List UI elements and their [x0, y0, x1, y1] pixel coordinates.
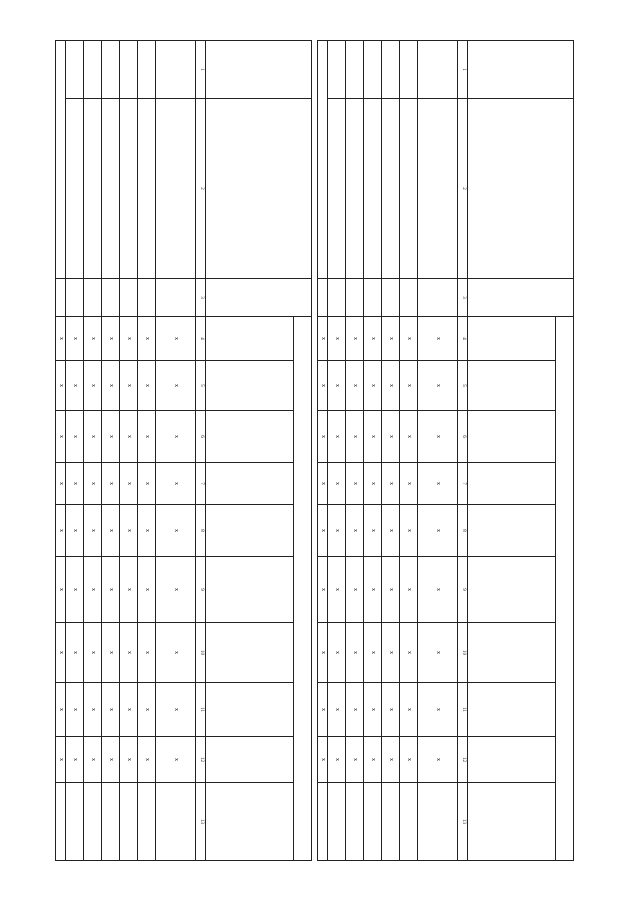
not-applicable-mark: x: [328, 623, 346, 683]
not-applicable-mark: x: [346, 683, 364, 737]
not-applicable-mark: x: [102, 317, 120, 361]
not-applicable-mark: x: [102, 411, 120, 463]
not-applicable-mark: x: [328, 411, 346, 463]
s2-colnum: 2: [196, 99, 206, 279]
s2-colnum: 3: [196, 279, 206, 317]
s1-colnum: 10: [458, 623, 468, 683]
row-direction-cell: [156, 99, 196, 279]
not-applicable-mark: x: [102, 505, 120, 557]
not-applicable-mark: x: [400, 623, 418, 683]
not-applicable-mark: x: [120, 411, 138, 463]
value-cell: [102, 783, 120, 861]
s1-colnum: 13: [458, 783, 468, 861]
not-applicable-mark: x: [56, 623, 66, 683]
not-applicable-mark: x: [138, 411, 156, 463]
not-applicable-mark: x: [346, 557, 364, 623]
not-applicable-mark: x: [400, 411, 418, 463]
row-code-cell: [84, 279, 102, 317]
row-direction-cell: [328, 99, 346, 279]
not-applicable-mark: x: [84, 361, 102, 411]
not-applicable-mark: x: [318, 505, 328, 557]
not-applicable-mark: x: [56, 505, 66, 557]
not-applicable-mark: x: [138, 683, 156, 737]
row-code-cell: [346, 279, 364, 317]
not-applicable-mark: x: [84, 557, 102, 623]
row-direction-cell: [138, 99, 156, 279]
row-name-cell: [84, 41, 102, 99]
row-code-cell: [382, 279, 400, 317]
row-name-cell: [138, 41, 156, 99]
not-applicable-mark: x: [382, 411, 400, 463]
not-applicable-mark: x: [346, 505, 364, 557]
not-applicable-mark: x: [56, 463, 66, 505]
not-applicable-mark: x: [364, 463, 382, 505]
not-applicable-mark: x: [156, 505, 196, 557]
s2-colnum: 4: [196, 317, 206, 361]
s1-header-col1: [468, 41, 574, 99]
value-cell: [328, 783, 346, 861]
not-applicable-mark: x: [418, 411, 458, 463]
not-applicable-mark: x: [328, 557, 346, 623]
not-applicable-mark: x: [120, 683, 138, 737]
not-applicable-mark: x: [102, 557, 120, 623]
row-name-cell: [328, 41, 346, 99]
not-applicable-mark: x: [364, 683, 382, 737]
row-code-cell: [138, 279, 156, 317]
value-cell: [138, 783, 156, 861]
table-row: [156, 41, 196, 861]
total-row: [318, 41, 328, 861]
row-direction-cell: [400, 99, 418, 279]
not-applicable-mark: x: [346, 361, 364, 411]
row-direction-cell: [120, 99, 138, 279]
not-applicable-mark: x: [328, 683, 346, 737]
not-applicable-mark: x: [84, 411, 102, 463]
not-applicable-mark: x: [84, 737, 102, 783]
not-applicable-mark: x: [318, 623, 328, 683]
not-applicable-mark: x: [138, 737, 156, 783]
not-applicable-mark: x: [328, 317, 346, 361]
not-applicable-mark: x: [84, 505, 102, 557]
table-row: [84, 41, 102, 861]
not-applicable-mark: x: [318, 557, 328, 623]
s1-table-body: [318, 41, 458, 861]
s2-header-col5: [206, 361, 294, 411]
not-applicable-mark: x: [56, 361, 66, 411]
s1-header-col6: [468, 411, 556, 463]
total-code: [56, 279, 66, 317]
not-applicable-mark: x: [84, 317, 102, 361]
not-applicable-mark: x: [138, 505, 156, 557]
s2-header-col6: [206, 411, 294, 463]
not-applicable-mark: x: [102, 623, 120, 683]
s1-colnum: 3: [458, 279, 468, 317]
not-applicable-mark: x: [138, 557, 156, 623]
row-name-cell: [156, 41, 196, 99]
row-name-cell: [382, 41, 400, 99]
row-name-cell: [400, 41, 418, 99]
value-cell: [382, 783, 400, 861]
s2-header-normative: [294, 317, 312, 861]
value-cell: [364, 783, 382, 861]
not-applicable-mark: x: [418, 683, 458, 737]
not-applicable-mark: x: [66, 361, 84, 411]
not-applicable-mark: x: [328, 737, 346, 783]
s1-header-col12: [468, 737, 556, 783]
s1-header-col10: [468, 623, 556, 683]
not-applicable-mark: x: [382, 505, 400, 557]
not-applicable-mark: x: [102, 463, 120, 505]
value-cell: [120, 783, 138, 861]
not-applicable-mark: x: [156, 683, 196, 737]
not-applicable-mark: x: [156, 623, 196, 683]
row-code-cell: [400, 279, 418, 317]
not-applicable-mark: x: [66, 683, 84, 737]
row-code-cell: [156, 279, 196, 317]
not-applicable-mark: x: [120, 505, 138, 557]
not-applicable-mark: x: [318, 317, 328, 361]
not-applicable-mark: x: [346, 411, 364, 463]
not-applicable-mark: x: [418, 463, 458, 505]
not-applicable-mark: x: [84, 463, 102, 505]
row-name-cell: [418, 41, 458, 99]
not-applicable-mark: x: [318, 361, 328, 411]
s2-header-col7: [206, 463, 294, 505]
s2-colnum: 6: [196, 411, 206, 463]
value-cell: [156, 783, 196, 861]
not-applicable-mark: x: [364, 737, 382, 783]
section2-table: [55, 40, 312, 861]
s2-header-col11: [206, 683, 294, 737]
value-cell: [56, 783, 66, 861]
s1-header-col5: [468, 361, 556, 411]
not-applicable-mark: x: [120, 557, 138, 623]
s1-header-col4: [468, 317, 556, 361]
row-code-cell: [328, 279, 346, 317]
not-applicable-mark: x: [120, 317, 138, 361]
not-applicable-mark: x: [66, 505, 84, 557]
not-applicable-mark: x: [328, 463, 346, 505]
s1-header-col3: [468, 279, 574, 317]
s1-header-col13: [468, 783, 556, 861]
s2-table-body: [56, 41, 196, 861]
not-applicable-mark: x: [364, 623, 382, 683]
s1-colnum: 2: [458, 99, 468, 279]
row-code-cell: [66, 279, 84, 317]
not-applicable-mark: x: [346, 737, 364, 783]
not-applicable-mark: x: [418, 737, 458, 783]
row-direction-cell: [84, 99, 102, 279]
s1-colnum: 7: [458, 463, 468, 505]
not-applicable-mark: x: [346, 463, 364, 505]
s1-header-col8: [468, 505, 556, 557]
not-applicable-mark: x: [156, 411, 196, 463]
s2-colnum: 1: [196, 41, 206, 99]
not-applicable-mark: x: [138, 361, 156, 411]
not-applicable-mark: x: [318, 463, 328, 505]
not-applicable-mark: x: [66, 623, 84, 683]
row-code-cell: [364, 279, 382, 317]
not-applicable-mark: x: [56, 683, 66, 737]
not-applicable-mark: x: [318, 737, 328, 783]
s1-colnum: 8: [458, 505, 468, 557]
table-row: [418, 41, 458, 861]
value-cell: [84, 783, 102, 861]
s2-header-col2: [206, 99, 312, 279]
not-applicable-mark: x: [382, 737, 400, 783]
s2-colnum: 12: [196, 737, 206, 783]
s1-colnum: 6: [458, 411, 468, 463]
s2-colnum: 9: [196, 557, 206, 623]
not-applicable-mark: x: [156, 317, 196, 361]
not-applicable-mark: x: [400, 557, 418, 623]
table-row: [400, 41, 418, 861]
s1-colnum: 5: [458, 361, 468, 411]
not-applicable-mark: x: [102, 737, 120, 783]
not-applicable-mark: x: [120, 361, 138, 411]
table-row: [382, 41, 400, 861]
not-applicable-mark: x: [364, 361, 382, 411]
not-applicable-mark: x: [318, 683, 328, 737]
not-applicable-mark: x: [418, 361, 458, 411]
not-applicable-mark: x: [84, 623, 102, 683]
row-name-cell: [102, 41, 120, 99]
s2-colnum: 7: [196, 463, 206, 505]
row-direction-cell: [346, 99, 364, 279]
s2-header-col9: [206, 557, 294, 623]
not-applicable-mark: x: [56, 557, 66, 623]
not-applicable-mark: x: [346, 623, 364, 683]
row-name-cell: [364, 41, 382, 99]
not-applicable-mark: x: [418, 623, 458, 683]
s2-header-col10: [206, 623, 294, 683]
s1-colnum: 11: [458, 683, 468, 737]
not-applicable-mark: x: [382, 361, 400, 411]
not-applicable-mark: x: [418, 505, 458, 557]
not-applicable-mark: x: [364, 411, 382, 463]
s2-colnum: 11: [196, 683, 206, 737]
value-cell: [400, 783, 418, 861]
not-applicable-mark: x: [120, 623, 138, 683]
not-applicable-mark: x: [156, 557, 196, 623]
s2-colnum: 13: [196, 783, 206, 861]
not-applicable-mark: x: [364, 557, 382, 623]
value-cell: [66, 783, 84, 861]
not-applicable-mark: x: [138, 623, 156, 683]
not-applicable-mark: x: [56, 737, 66, 783]
s1-colnum: 1: [458, 41, 468, 99]
value-cell: [318, 783, 328, 861]
value-cell: [418, 783, 458, 861]
row-name-cell: [346, 41, 364, 99]
not-applicable-mark: x: [418, 557, 458, 623]
not-applicable-mark: x: [364, 317, 382, 361]
s2-colnum: 5: [196, 361, 206, 411]
not-applicable-mark: x: [400, 505, 418, 557]
total-label: [56, 41, 66, 279]
table-row: [120, 41, 138, 861]
row-direction-cell: [66, 99, 84, 279]
total-label: [318, 41, 328, 279]
not-applicable-mark: x: [364, 505, 382, 557]
not-applicable-mark: x: [120, 463, 138, 505]
row-code-cell: [120, 279, 138, 317]
not-applicable-mark: x: [120, 737, 138, 783]
s1-colnum: 12: [458, 737, 468, 783]
s1-header-col2: [468, 99, 574, 279]
not-applicable-mark: x: [382, 317, 400, 361]
not-applicable-mark: x: [156, 361, 196, 411]
not-applicable-mark: x: [156, 463, 196, 505]
s2-colnum: 10: [196, 623, 206, 683]
not-applicable-mark: x: [66, 557, 84, 623]
s2-header-col1: [206, 41, 312, 99]
not-applicable-mark: x: [382, 623, 400, 683]
not-applicable-mark: x: [156, 737, 196, 783]
not-applicable-mark: x: [346, 317, 364, 361]
row-direction-cell: [382, 99, 400, 279]
s1-header-col11: [468, 683, 556, 737]
not-applicable-mark: x: [318, 411, 328, 463]
row-code-cell: [102, 279, 120, 317]
not-applicable-mark: x: [418, 317, 458, 361]
row-direction-cell: [418, 99, 458, 279]
not-applicable-mark: x: [66, 463, 84, 505]
table-row: [102, 41, 120, 861]
table-row: [328, 41, 346, 861]
not-applicable-mark: x: [56, 317, 66, 361]
s1-header-col7: [468, 463, 556, 505]
row-code-cell: [418, 279, 458, 317]
s1-header-normative: [556, 317, 574, 861]
not-applicable-mark: x: [400, 683, 418, 737]
table-row: [66, 41, 84, 861]
s2-header-col8: [206, 505, 294, 557]
not-applicable-mark: x: [382, 683, 400, 737]
s1-colnum: 4: [458, 317, 468, 361]
row-direction-cell: [102, 99, 120, 279]
not-applicable-mark: x: [382, 463, 400, 505]
s1-header-col9: [468, 557, 556, 623]
not-applicable-mark: x: [138, 463, 156, 505]
not-applicable-mark: x: [400, 317, 418, 361]
not-applicable-mark: x: [382, 557, 400, 623]
not-applicable-mark: x: [66, 317, 84, 361]
not-applicable-mark: x: [328, 505, 346, 557]
s2-header-col13: [206, 783, 294, 861]
table-row: [138, 41, 156, 861]
s2-header-col4: [206, 317, 294, 361]
not-applicable-mark: x: [400, 463, 418, 505]
not-applicable-mark: x: [102, 683, 120, 737]
value-cell: [346, 783, 364, 861]
not-applicable-mark: x: [400, 361, 418, 411]
row-name-cell: [66, 41, 84, 99]
s2-header-col12: [206, 737, 294, 783]
s2-header-col3: [206, 279, 312, 317]
total-row: [56, 41, 66, 861]
not-applicable-mark: x: [84, 683, 102, 737]
not-applicable-mark: x: [102, 361, 120, 411]
table-row: [346, 41, 364, 861]
table-row: [364, 41, 382, 861]
not-applicable-mark: x: [56, 411, 66, 463]
not-applicable-mark: x: [328, 361, 346, 411]
not-applicable-mark: x: [66, 411, 84, 463]
s2-colnum: 8: [196, 505, 206, 557]
row-direction-cell: [364, 99, 382, 279]
not-applicable-mark: x: [66, 737, 84, 783]
row-name-cell: [120, 41, 138, 99]
s1-colnum: 9: [458, 557, 468, 623]
total-code: [318, 279, 328, 317]
not-applicable-mark: x: [400, 737, 418, 783]
section1-table: [317, 40, 574, 861]
not-applicable-mark: x: [138, 317, 156, 361]
